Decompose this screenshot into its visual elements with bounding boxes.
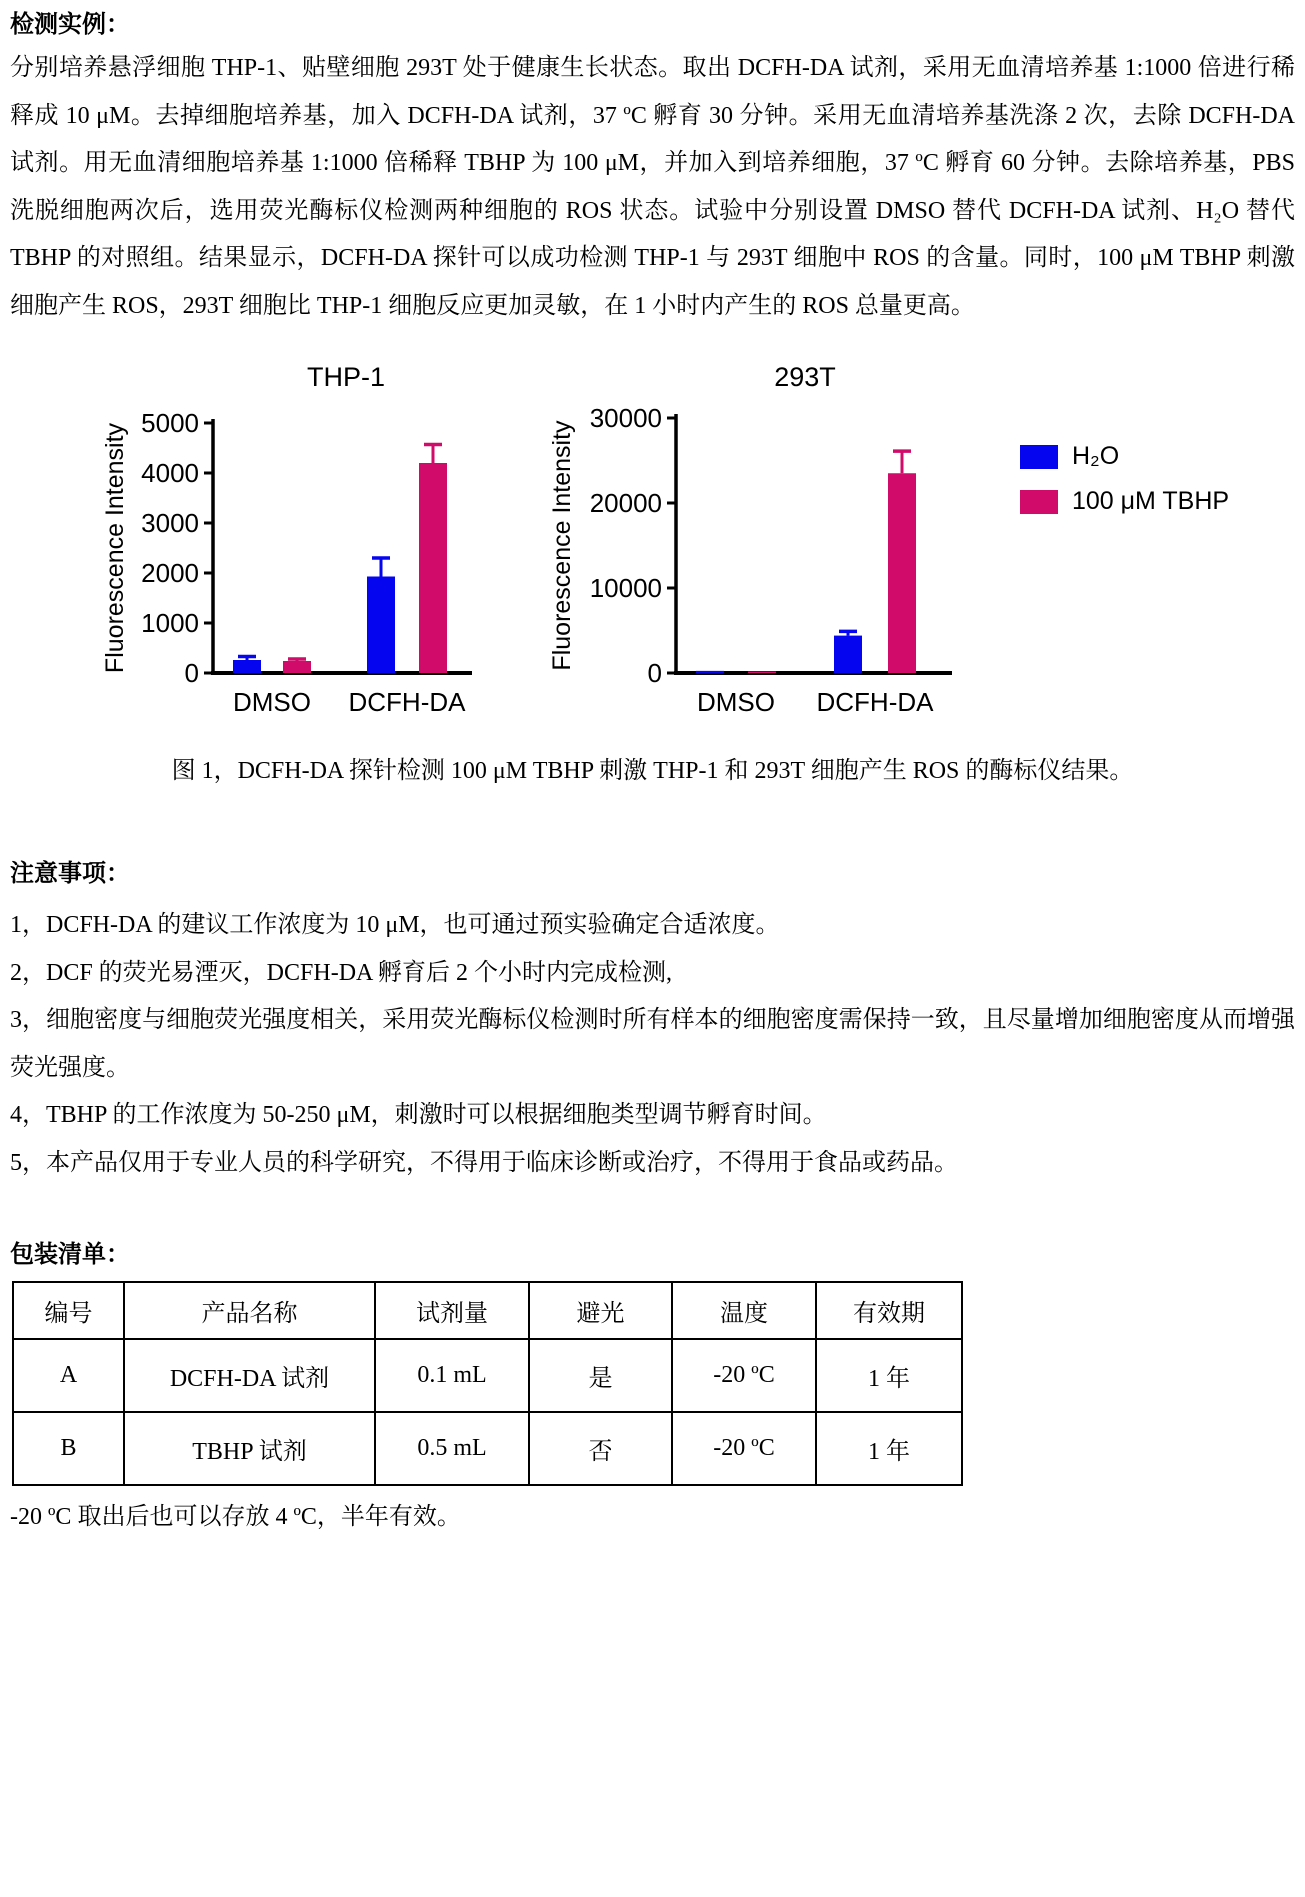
svg-text:DMSO: DMSO	[233, 687, 311, 717]
chart-legend	[1020, 442, 1229, 532]
svg-text:0: 0	[647, 658, 662, 688]
table-header-cell: 试剂量	[375, 1282, 529, 1339]
table-row	[13, 1339, 962, 1412]
table-row	[13, 1412, 962, 1485]
table-cell: 否	[529, 1412, 672, 1485]
table-cell: TBHP 试剂	[124, 1412, 375, 1485]
note-item-4: 4，TBHP 的工作浓度为 50-250 μM，刺激时可以根据细胞类型调节孵育时间。	[10, 1102, 827, 1128]
table-cell: 0.5 mL	[375, 1412, 529, 1485]
table-cell: 0.1 mL	[375, 1339, 529, 1412]
protocol-paragraph: 分别培养悬浮细胞 THP-1、贴壁细胞 293T 处于健康生长状态。取出 DCFH-DA 试剂，采用无血清培养基 1:1000 倍进行稀释成 10 μM。去掉细胞培养基，加入 DCFH-DA 试剂，37 ºC 孵育 30 分钟。采用无血清培养基洗涤 2 次，去除 DCFH-DA 试剂。用无血清细胞培养基 1:1000 倍稀释 TBHP 为 100 μM，并加入到培养细胞，37 ºC 孵育 60 分钟。去除培养基，PBS 洗脱细胞两次后，选用荧光酶标仪检测两种细胞的 ROS 状态。试验中分别设置 DMSO 替代 DCFH-DA 试剂、H₂O 替代 TBHP 的对照组。结果显示，DCFH-DA 探针可以成功检测 THP-1 与 293T 细胞中 ROS 的含量。同时，100 μM TBHP 刺激细胞产生 ROS，293T 细胞比 THP-1 细胞反应更加灵敏，在 1 小时内产生的 ROS 总量更高。	[10, 55, 1295, 319]
table-cell: 是	[529, 1339, 672, 1412]
packing-list-table	[12, 1281, 963, 1486]
svg-text:DCFH-DA: DCFH-DA	[348, 687, 466, 717]
svg-text:293T: 293T	[774, 362, 836, 392]
thp1-bar-chart	[90, 348, 560, 743]
svg-text:Fluorescence Intensity: Fluorescence Intensity	[548, 420, 576, 671]
notes-list	[10, 902, 1295, 1187]
table-cell: -20 ºC	[672, 1412, 816, 1485]
table-cell: -20 ºC	[672, 1339, 816, 1412]
svg-text:DCFH-DA: DCFH-DA	[816, 687, 934, 717]
svg-text:1000: 1000	[141, 608, 199, 638]
293t-bar-chart	[540, 348, 990, 743]
table-header-cell: 有效期	[816, 1282, 962, 1339]
table-cell: B	[13, 1412, 124, 1485]
table-cell: A	[13, 1339, 124, 1412]
svg-text:5000: 5000	[141, 408, 199, 438]
section-heading-packing-list: 包装清单：	[10, 1242, 130, 1268]
svg-text:30000: 30000	[589, 403, 662, 433]
note-item-1: 1，DCFH-DA 的建议工作浓度为 10 μM，也可通过预实验确定合适浓度。	[10, 912, 780, 938]
svg-text:2000: 2000	[141, 558, 199, 588]
table-header-cell: 避光	[529, 1282, 672, 1339]
table-cell: DCFH-DA 试剂	[124, 1339, 375, 1412]
note-item-3: 3，细胞密度与细胞荧光强度相关，采用荧光酶标仪检测时所有样本的细胞密度需保持一致，且尽量增加细胞密度从而增强荧光强度。	[10, 1007, 1295, 1081]
note-item-5: 5，本产品仅用于专业人员的科学研究，不得用于临床诊断或治疗，不得用于食品或药品。	[10, 1149, 958, 1176]
legend-entry	[1020, 487, 1229, 516]
svg-text:20000: 20000	[589, 488, 662, 518]
legend-label: 100 μM TBHP	[1072, 487, 1230, 515]
table-header-cell: 产品名称	[124, 1282, 375, 1339]
figure-caption: 图 1，DCFH-DA 探针检测 100 μM TBHP 刺激 THP-1 和 293T 细胞产生 ROS 的酶标仪结果。	[171, 758, 1134, 784]
svg-text:10000: 10000	[589, 573, 662, 603]
legend-color-swatch	[1020, 445, 1058, 469]
svg-text:4000: 4000	[141, 458, 199, 488]
section-heading-detection-example: 检测实例：	[10, 12, 130, 38]
table-header-cell: 编号	[13, 1282, 124, 1339]
storage-note: -20 ºC 取出后也可以存放 4 ºC，半年有效。	[10, 1504, 461, 1530]
table-cell: 1 年	[816, 1339, 962, 1412]
svg-text:3000: 3000	[141, 508, 199, 538]
svg-text:0: 0	[184, 658, 199, 688]
note-item-2: 2，DCF 的荧光易湮灭，DCFH-DA 孵育后 2 个小时内完成检测,	[10, 959, 673, 986]
legend-label: H₂O	[1072, 442, 1120, 470]
section-heading-notes: 注意事项：	[10, 861, 130, 887]
svg-text:Fluorescence Intensity: Fluorescence Intensity	[101, 422, 129, 674]
figure-1	[10, 330, 1295, 790]
table-header-row	[13, 1282, 962, 1339]
legend-color-swatch	[1020, 490, 1058, 514]
table-cell: 1 年	[816, 1412, 962, 1485]
legend-entry	[1020, 442, 1229, 471]
table-header-cell: 温度	[672, 1282, 816, 1339]
svg-text:THP-1: THP-1	[306, 362, 386, 392]
svg-text:DMSO: DMSO	[697, 687, 775, 717]
